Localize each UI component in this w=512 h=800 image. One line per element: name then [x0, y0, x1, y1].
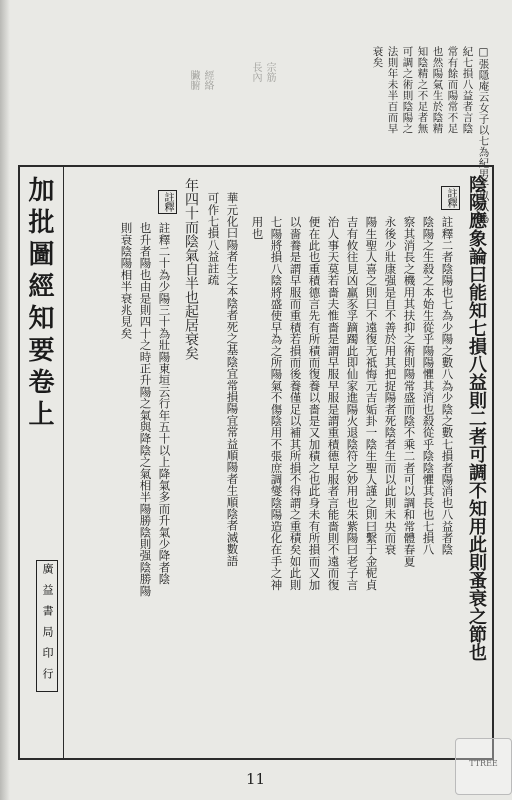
note-column: 常有餘而陽常不足: [446, 46, 459, 134]
body-column: 註釋二十為少陽三十為壯陽東垣云行年五十以上降氣多而升氣少降者陰: [157, 222, 172, 585]
body-column: 註釋二者陰陽也七為少陽之數八為少陰之數七損者陽消也八益者陰: [440, 216, 455, 556]
body-column: 則衰陰陽相半衰兆見矣: [119, 222, 134, 339]
body-column: 用也: [250, 216, 265, 240]
body-column: 察其消長之機用其扶抑之術則陽常盛而陰不乘二者可以調和常體春夏: [402, 216, 417, 567]
page-number: 11: [246, 770, 266, 788]
body-column: 治人事天莫若嗇夫惟嗇是謂早服早服是謂重積德早服者言能嗇則不遠而復: [326, 216, 341, 591]
body-column-heading: 陰陽應象論曰能知七損八益則二者可調不知用此則蚤衰之節也: [466, 175, 487, 661]
body-column: 可作七損八益註疏: [206, 192, 221, 286]
annotation-badge: 註釋: [441, 186, 460, 210]
body-column: 以嗇養是謂早服而重積若損而後養僅足以補其所損不得謂之重積矣如此則: [288, 216, 303, 591]
note-column: 法則年未半百而早: [386, 46, 399, 134]
body-column: 吉有攸往見凶羸豕孚蹢躅此即仙家進陽火退陰符之妙用也朱紫陽曰老子言: [345, 216, 360, 591]
note-column: 衰矣: [371, 46, 384, 68]
bleed-through-text: 長內: [250, 62, 261, 82]
note-column: □張隱庵云女子以七為紀男子以八為: [477, 46, 490, 224]
body-column: 陰陽之生殺之本始生從乎陽陽懼其消也殺從乎陰陰懼其長也七損八: [421, 216, 436, 556]
note-column: 也然陽氣生於陰精: [431, 46, 444, 134]
annotation-badge: 註釋: [158, 190, 177, 214]
spine-title: 加批圖經知要卷上: [24, 176, 54, 432]
note-column: 知陰精之不足者無: [416, 46, 429, 134]
watermark-text: TTREE: [469, 759, 498, 768]
publisher-label: 廣益書局印行: [36, 560, 58, 692]
body-column: 永後少壯康强是自不善於用其把捉陽者死陰者生而以此則未央而衰: [383, 216, 398, 556]
body-column: 便在此也重積德言先有所積而復養以嗇是又加積之也此身未有所損而又加: [307, 216, 322, 591]
bleed-through-text: 臟腑: [188, 70, 199, 90]
body-column: 也升者陽也由是則四十之時正升陽之氣與降陰之氣相半陽勝陰則强陰勝陽: [138, 222, 153, 597]
body-column-heading: 年四十而陰氣自半也起居衰矣: [183, 178, 199, 360]
note-column: 紀七損八益者言陰: [461, 46, 474, 134]
note-column: 可調之術則陰陽之: [401, 46, 414, 134]
bleed-through-text: 經絡: [202, 70, 213, 90]
bleed-through-text: 宗筋: [264, 62, 275, 82]
page-fold-shadow: [0, 0, 10, 800]
body-column: 七陽將損八陰將盛使早為之所陽氣不傷陰用不張庶調燮陰陽造化在手之神: [269, 216, 284, 591]
spine-divider: [63, 165, 64, 760]
watermark-stamp: [455, 738, 512, 795]
body-column: 華元化曰陽者生之本陰者死之基陰宜常損陽宜常益順陽者生順陰者滅數語: [225, 192, 240, 567]
body-column: 陽生聖人喜之則曰不遠復无祗悔元吉姤卦一陰生聖人謹之則曰繫于金柅貞: [364, 216, 379, 591]
